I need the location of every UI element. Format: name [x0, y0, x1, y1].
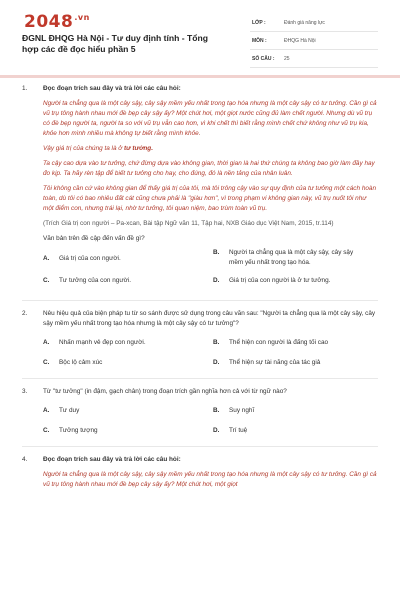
answer-options — [43, 402, 378, 438]
option-c[interactable] — [43, 358, 209, 368]
option-b[interactable] — [213, 248, 369, 268]
option-letter: D. — [213, 277, 220, 284]
meta-row-count — [250, 50, 378, 68]
question-divider — [22, 300, 378, 301]
option-b[interactable] — [213, 406, 379, 416]
option-text: Người ta chẳng qua là một cây sậy, cây sậy mềm yếu nhất trong tạo hóa. — [229, 249, 354, 266]
meta-value: Đánh giá năng lực — [282, 14, 378, 32]
option-text: Suy nghĩ — [229, 407, 255, 414]
option-text: Thể hiện sự tài năng của tác giả — [229, 359, 321, 366]
option-text: Giá trị của con người là ở tư tưởng. — [229, 277, 331, 284]
header-divider — [0, 75, 400, 78]
logo-text: 2048 — [24, 12, 74, 32]
option-letter: B. — [213, 249, 220, 256]
question-text: Nêu hiệu quả của biện pháp tu từ so sánh được sử dụng trong câu văn sau: "Người ta chẳng qua là một cây sậy, cây sậy mềm yếu nhất trong tạo hóa nhưng là một cây sậy có tư tưởng"? — [43, 310, 376, 327]
meta-key: SỐ CÂU : — [250, 50, 282, 68]
question-text: Đọc đoạn trích sau đây và trả lời các câu hỏi: — [43, 456, 181, 463]
answer-options — [43, 334, 378, 370]
question-4 — [22, 455, 378, 465]
logo-suffix: .vn — [74, 13, 90, 23]
passage-source: (Trích Giá trị con người – Pa-xcan, Bài tập Ngữ văn 11, Tập hai, NXB Giáo dục Việt Nam, 2015, tr.114) — [43, 220, 334, 227]
option-b[interactable] — [213, 338, 379, 348]
question-2 — [22, 309, 378, 329]
option-d[interactable] — [213, 358, 379, 368]
option-c[interactable] — [43, 426, 209, 436]
passage-paragraph: Người ta chẳng qua là một cây sậy, cây sậy mềm yếu nhất trong tạo hóa nhưng là một cây sậy có tư tưởng. Cần gì cả vũ trụ tông hành nhau mới đè bẹp cây sậy ấy? Một chút hơi, một giọt nước cũng đủ làm chết người. Nhưng dù vũ trụ có đè bẹp người ta, người ta so với vũ trụ vẫn cao hơn, vì khi chết thì biết rằng mình chết chứ không như vũ trụ kia, khỏe hơn mình nhiều mà không tự biết rằng mình khỏe. — [43, 100, 377, 137]
option-letter: C. — [43, 277, 50, 284]
option-d[interactable] — [213, 276, 379, 286]
option-d[interactable] — [213, 426, 379, 436]
question-1 — [22, 84, 378, 94]
meta-row-subject — [250, 32, 378, 50]
site-logo[interactable] — [24, 12, 90, 32]
passage-paragraph: Ta cậy cao dựa vào tư tưởng, chứ đừng dựa vào không gian, thời gian là hai thứ chúng ta không bao giờ làm đầy hay đo kịp. Ta hãy rèn tập để biết tư tưởng cho hay, cho đúng, đó là nền tảng của nhân luân. — [43, 160, 375, 177]
meta-row-class — [250, 14, 378, 32]
option-text: Bộc lộ cảm xúc — [59, 359, 103, 366]
meta-value: 25 — [282, 50, 378, 68]
meta-key: LỚP : — [250, 14, 282, 32]
passage-paragraph — [43, 144, 378, 154]
question-divider — [22, 446, 378, 447]
meta-table — [250, 14, 378, 68]
option-text: Tư tưởng của con người. — [59, 277, 132, 284]
question-prompt: Văn bản trên đề cập đến vấn đề gì? — [43, 235, 145, 242]
passage-paragraph: Người ta chẳng qua là một cây sậy, cây sậy mềm yếu nhất trong tạo hóa nhưng là một cây sậy có tư tưởng. Cần gì cả vũ trụ tông hành nhau mới đè bẹp cây sậy ấy? Một chút hơi, một giọt — [43, 471, 377, 488]
question-list — [22, 84, 378, 495]
option-text: Trí tuệ — [229, 427, 248, 434]
option-letter: C. — [43, 359, 50, 366]
question-3 — [22, 387, 378, 397]
document-title: ĐGNL ĐHQG Hà Nội - Tư duy định tính - Tổng hợp các đề đọc hiểu phần 5 — [22, 33, 209, 54]
option-a[interactable] — [43, 338, 209, 348]
option-letter: D. — [213, 359, 220, 366]
question-number: 2. — [22, 310, 28, 317]
question-text: Đọc đoạn trích sau đây và trả lời các câu hỏi: — [43, 85, 181, 92]
option-a[interactable] — [43, 254, 209, 264]
option-letter: A. — [43, 255, 50, 262]
option-letter: A. — [43, 339, 50, 346]
option-c[interactable] — [43, 276, 209, 286]
emphasis-text: tư tưởng. — [123, 145, 153, 152]
meta-key: MÔN : — [250, 32, 282, 50]
question-number: 1. — [22, 85, 28, 92]
option-text: Thể hiện con người là đấng tối cao — [229, 339, 329, 346]
option-text: Nhấn mạnh vẻ đẹp con người. — [59, 339, 146, 346]
option-letter: C. — [43, 427, 50, 434]
question-number: 3. — [22, 388, 28, 395]
option-letter: A. — [43, 407, 50, 414]
option-letter: B. — [213, 339, 220, 346]
question-text: Từ "tư tưởng" (in đậm, gạch chân) trong đoạn trích gần nghĩa hơn cả với từ ngữ nào? — [43, 388, 287, 395]
option-text: Tư duy — [59, 407, 80, 414]
passage-text: Vậy giá trị của chúng ta là ở — [43, 145, 124, 152]
option-text: Giá trị của con người. — [59, 255, 121, 262]
option-letter: D. — [213, 427, 220, 434]
question-number: 4. — [22, 456, 28, 463]
option-text: Tưởng tượng — [59, 427, 98, 434]
option-a[interactable] — [43, 406, 209, 416]
meta-value: ĐHQG Hà Nội — [282, 32, 378, 50]
document-header — [0, 0, 400, 72]
option-letter: B. — [213, 407, 220, 414]
answer-options — [43, 248, 378, 292]
passage-paragraph: Tôi không cần cứ vào không gian để thấy giá trị của tôi, mà tôi trông cậy vào sự quy định của tư tưởng một cách hoàn toàn, dù tôi có bao nhiêu đất cát cũng chưa phải là "giàu hơn", vì trong phạm vi không gian này, vũ trụ nuốt tôi như một điểm con, nhưng trái lại, nhờ tư tưởng, tôi quan niệm, bao trùm toàn vũ trụ. — [43, 185, 377, 212]
question-divider — [22, 378, 378, 379]
